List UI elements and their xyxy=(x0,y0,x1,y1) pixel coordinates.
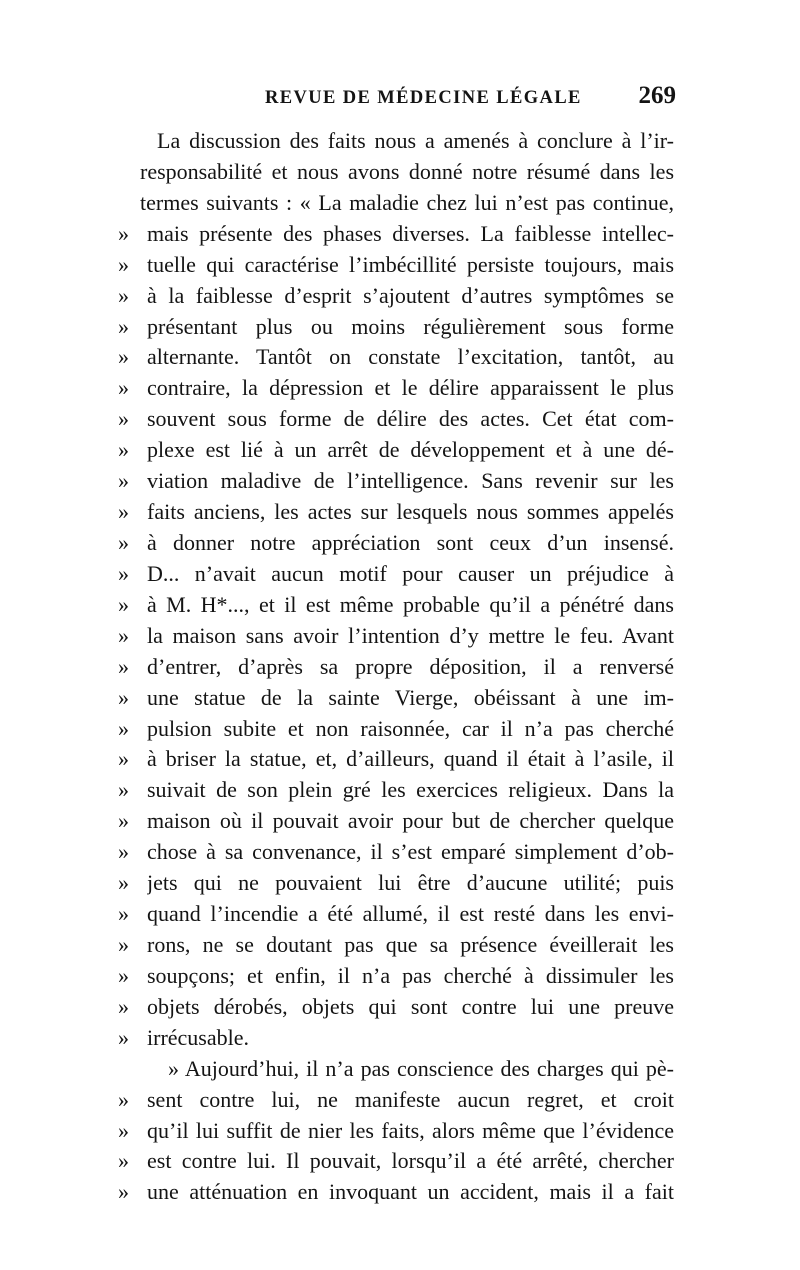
text-line xyxy=(0,775,800,806)
line-text: objets dérobés, objets qui sont contre lui une preuve xyxy=(147,993,674,1019)
line-text: rons, ne se doutant pas que sa présence éveillerait les xyxy=(147,931,674,957)
line-text: jets qui ne pouvaient lui être d’aucune utilité; puis xyxy=(147,870,674,896)
line-text: une atténuation en invoquant un accident, mais il a fait xyxy=(147,1179,674,1205)
text-line xyxy=(0,466,800,497)
line-text: tuelle qui caractérise l’imbécillité persiste toujours, mais xyxy=(147,251,674,277)
guillemet-marker: » xyxy=(118,901,129,927)
line-text: à briser la statue, et, d’ailleurs, quand il était à l’asile, il xyxy=(147,746,674,772)
line-text: présentant plus ou moins régulièrement sous forme xyxy=(147,313,674,339)
line-text: la maison sans avoir l’intention d’y mettre le feu. Avant xyxy=(147,622,674,648)
running-head xyxy=(140,82,676,128)
line-text: à la faiblesse d’esprit s’ajoutent d’autres symptômes se xyxy=(147,282,674,308)
guillemet-marker: » xyxy=(118,653,129,679)
line-text: irrécusable. xyxy=(147,1024,249,1050)
text-line xyxy=(0,837,800,868)
text-line xyxy=(0,683,800,714)
line-text: une statue de la sainte Vierge, obéissant à une im- xyxy=(147,684,674,710)
line-text: qu’il lui suffit de nier les faits, alors même que l’évidence xyxy=(147,1117,674,1143)
text-line xyxy=(0,188,800,219)
guillemet-marker: » xyxy=(118,344,129,370)
line-text: plexe est lié à un arrêt de développement et à une dé- xyxy=(147,437,674,463)
line-text: viation maladive de l’intelligence. Sans revenir sur les xyxy=(147,468,674,494)
text-line xyxy=(0,1146,800,1177)
text-line xyxy=(0,404,800,435)
text-line xyxy=(0,590,800,621)
text-line xyxy=(0,1116,800,1147)
text-line xyxy=(0,559,800,590)
line-text: La discussion des faits nous a amenés à conclure à l’ir- xyxy=(157,128,674,153)
text-line xyxy=(0,1177,800,1208)
guillemet-marker: » xyxy=(118,1086,129,1112)
text-line xyxy=(0,961,800,992)
text-line xyxy=(0,312,800,343)
guillemet-marker: » xyxy=(118,962,129,988)
text-line xyxy=(0,806,800,837)
guillemet-marker: » xyxy=(118,406,129,432)
text-line xyxy=(0,621,800,652)
line-text: à M. H*..., et il est même probable qu’il a pénétré dans xyxy=(147,591,674,617)
text-line xyxy=(0,899,800,930)
text-line xyxy=(0,1054,800,1085)
text-line xyxy=(0,342,800,373)
page-number: 269 xyxy=(638,82,676,109)
running-title: REVUE DE MÉDECINE LÉGALE xyxy=(265,88,582,108)
guillemet-marker: » xyxy=(118,1179,129,1205)
body-text xyxy=(0,126,800,1208)
line-text: maison où il pouvait avoir pour but de chercher quelque xyxy=(147,808,674,834)
text-line xyxy=(0,219,800,250)
line-text: termes suivants : « La maladie chez lui n’est pas continue, xyxy=(140,189,674,215)
guillemet-marker: » xyxy=(118,808,129,834)
guillemet-marker: » xyxy=(118,529,129,555)
guillemet-marker: » xyxy=(118,839,129,865)
text-line xyxy=(0,744,800,775)
guillemet-marker: » xyxy=(118,870,129,896)
guillemet-marker: » xyxy=(118,746,129,772)
text-line xyxy=(0,1023,800,1054)
guillemet-marker: » xyxy=(118,499,129,525)
line-text: quand l’incendie a été allumé, il est resté dans les envi- xyxy=(147,901,674,927)
line-text: alternante. Tantôt on constate l’excitation, tantôt, au xyxy=(147,344,674,370)
line-text: contraire, la dépression et le délire apparaissent le plus xyxy=(147,375,674,401)
line-text: pulsion subite et non raisonnée, car il n’a pas cherché xyxy=(147,715,674,741)
guillemet-marker: » xyxy=(118,437,129,463)
line-text: faits anciens, les actes sur lesquels nous sommes appelés xyxy=(147,499,674,525)
guillemet-marker: » xyxy=(118,931,129,957)
guillemet-marker: » xyxy=(118,220,129,246)
text-line xyxy=(0,528,800,559)
line-text: chose à sa convenance, il s’est emparé simplement d’ob- xyxy=(147,839,674,865)
text-line xyxy=(0,652,800,683)
text-line xyxy=(0,435,800,466)
text-line xyxy=(0,497,800,528)
guillemet-marker: » xyxy=(118,1024,129,1050)
guillemet-marker: » xyxy=(118,777,129,803)
guillemet-marker: » xyxy=(118,715,129,741)
line-text: soupçons; et enfin, il n’a pas cherché à dissimuler les xyxy=(147,962,674,988)
guillemet-marker: » xyxy=(118,591,129,617)
guillemet-marker: » xyxy=(118,622,129,648)
guillemet-marker: » xyxy=(118,251,129,277)
text-line xyxy=(0,250,800,281)
text-line xyxy=(0,157,800,188)
line-text: responsabilité et nous avons donné notre résumé dans les xyxy=(140,158,674,184)
text-line xyxy=(0,126,800,157)
guillemet-marker: » xyxy=(118,1117,129,1143)
guillemet-marker: » xyxy=(118,560,129,586)
line-text: souvent sous forme de délire des actes. Cet état com- xyxy=(147,406,674,432)
line-text: sent contre lui, ne manifeste aucun regret, et croit xyxy=(147,1086,674,1112)
text-line xyxy=(0,868,800,899)
text-line xyxy=(0,281,800,312)
line-text: suivait de son plein gré les exercices religieux. Dans la xyxy=(147,777,674,803)
guillemet-marker: » xyxy=(118,684,129,710)
text-line xyxy=(0,714,800,745)
line-text: d’entrer, d’après sa propre déposition, il a renversé xyxy=(147,653,674,679)
text-line xyxy=(0,992,800,1023)
guillemet-marker: » xyxy=(118,375,129,401)
guillemet-marker: » xyxy=(118,468,129,494)
guillemet-marker: » xyxy=(118,282,129,308)
guillemet-marker: » xyxy=(118,313,129,339)
line-text: est contre lui. Il pouvait, lorsqu’il a été arrêté, chercher xyxy=(147,1148,674,1174)
text-line xyxy=(0,373,800,404)
line-text: D... n’avait aucun motif pour causer un préjudice à xyxy=(147,560,674,586)
line-text: mais présente des phases diverses. La faiblesse intellec- xyxy=(147,220,674,246)
text-line xyxy=(0,930,800,961)
text-line xyxy=(0,1085,800,1116)
line-text: » Aujourd’hui, il n’a pas conscience des charges qui pè- xyxy=(168,1055,674,1081)
line-text: à donner notre appréciation sont ceux d’un insensé. xyxy=(147,529,674,555)
guillemet-marker: » xyxy=(118,993,129,1019)
guillemet-marker: » xyxy=(118,1148,129,1174)
